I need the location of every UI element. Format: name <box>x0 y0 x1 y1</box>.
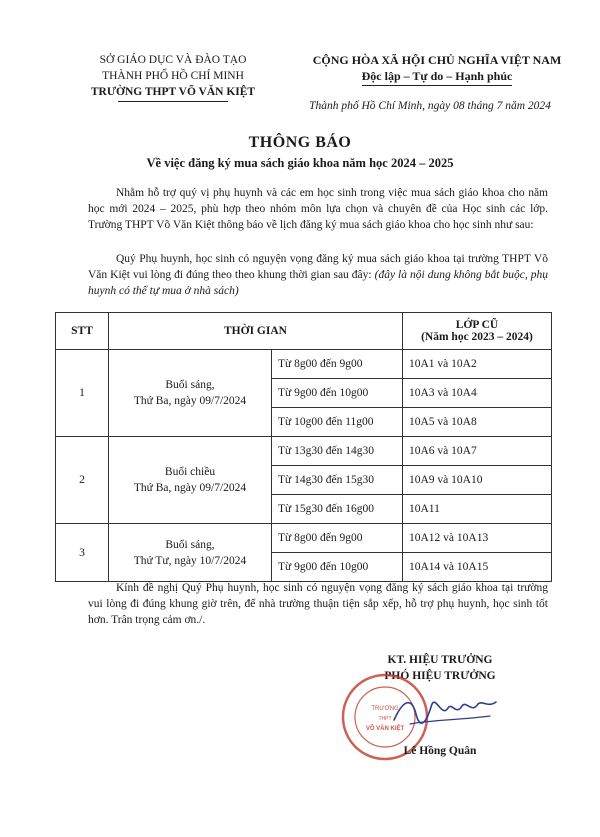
table-row <box>56 350 552 379</box>
session-cell <box>109 524 272 582</box>
dept-line-2: THÀNH PHỐ HỒ CHÍ MINH <box>102 70 244 82</box>
dept-line-1: SỞ GIÁO DỤC VÀ ĐÀO TẠO <box>99 54 247 66</box>
document-title: THÔNG BÁO <box>248 134 352 151</box>
table-row <box>56 524 552 553</box>
session-label: Buổi sáng, <box>165 538 215 551</box>
date-line: Thành phố Hồ Chí Minh, ngày 08 tháng 7 năm 2024 <box>309 100 551 112</box>
time-cell: Từ 15g30 đến 16g00 <box>272 495 403 524</box>
table-row <box>56 437 552 466</box>
class-cell: 10A14 và 10A15 <box>403 553 552 582</box>
header-time: THỜI GIAN <box>109 313 403 350</box>
time-cell: Từ 14g30 đến 15g30 <box>272 466 403 495</box>
svg-text:VÕ VĂN KIỆT: VÕ VĂN KIỆT <box>365 726 405 732</box>
stt-cell: 3 <box>56 524 109 582</box>
national-motto: Độc lập – Tự do – Hạnh phúc <box>361 69 513 83</box>
closing-text: Kính đề nghị Quý Phụ huynh, học sinh có nguyện vọng đăng ký sách giáo khoa tại trường vui lòng đi đúng khung giờ trên, để nhà trường thuận tiện sắp xếp, hỗ trợ phụ huynh, học sinh tốt hơn. Trân trọng cảm ơn./. <box>88 582 548 626</box>
class-cell: 10A5 và 10A8 <box>403 408 552 437</box>
school-underline <box>118 101 228 102</box>
signer-name: Lê Hồng Quân <box>403 745 477 757</box>
national-header <box>292 52 582 86</box>
session-label: Buổi chiều <box>164 466 216 478</box>
svg-text:TRƯỜNG: TRƯỜNG <box>371 706 399 712</box>
class-cell: 10A1 và 10A2 <box>403 350 552 379</box>
nation-name: CỘNG HÒA XÃ HỘI CHỦ NGHĨA VIỆT NAM <box>312 53 562 67</box>
time-cell: Từ 9g00 đến 10g00 <box>272 553 403 582</box>
time-cell: Từ 10g00 đến 11g00 <box>272 408 403 437</box>
header-class-line2: (Năm học 2023 – 2024) <box>421 331 533 343</box>
issuer-header <box>58 52 288 102</box>
session-day: Thứ Ba, ngày 09/7/2024 <box>133 482 247 494</box>
svg-text:THPT: THPT <box>378 716 392 722</box>
optional-note: (đây là nội dung không bắt buộc, phụ huynh có thể tự mua ở nhà sách) <box>88 269 548 297</box>
time-cell: Từ 8g00 đến 9g00 <box>272 350 403 379</box>
header-class <box>403 313 552 350</box>
schedule-table <box>55 312 552 582</box>
instruction-paragraph <box>88 251 548 299</box>
document-subtitle: Về việc đăng ký mua sách giáo khoa năm học 2024 – 2025 <box>146 156 454 170</box>
session-cell <box>109 350 272 437</box>
signer-role-1: KT. HIỆU TRƯỞNG <box>387 654 493 666</box>
class-cell: 10A11 <box>403 495 552 524</box>
stt-cell: 1 <box>56 350 109 437</box>
motto-underline <box>362 85 512 86</box>
closing-paragraph <box>88 580 548 628</box>
class-cell: 10A6 và 10A7 <box>403 437 552 466</box>
session-day: Thứ Ba, ngày 09/7/2024 <box>133 395 247 407</box>
stt-cell: 2 <box>56 437 109 524</box>
session-day: Thứ Tư, ngày 10/7/2024 <box>133 554 247 567</box>
table-header-row <box>56 313 552 350</box>
class-cell: 10A12 và 10A13 <box>403 524 552 553</box>
intro-text: Nhằm hỗ trợ quý vị phụ huynh và các em học sinh trong việc mua sách giáo khoa cho năm học mới 2024 – 2025, phù hợp theo nhóm môn lựa chọn và chuyên đề của Học sinh các lớp. Trường THPT Võ Văn Kiệt thông báo về lịch đăng ký mua sách giáo khoa cho học sinh như sau: <box>88 187 548 231</box>
class-cell: 10A3 và 10A4 <box>403 379 552 408</box>
intro-paragraph <box>88 185 548 233</box>
header-stt: STT <box>56 313 109 350</box>
session-label: Buổi sáng, <box>165 379 215 391</box>
class-cell: 10A9 và 10A10 <box>403 466 552 495</box>
session-cell <box>109 437 272 524</box>
time-cell: Từ 13g30 đến 14g30 <box>272 437 403 466</box>
instruction-text: Quý Phụ huynh, học sinh có nguyện vọng đăng ký mua sách giáo khoa tại trường THPT Võ Văn Kiệt vui lòng đi đúng theo theo khung thời gian sau đây: <box>88 253 548 281</box>
time-cell: Từ 9g00 đến 10g00 <box>272 379 403 408</box>
time-cell: Từ 8g00 đến 9g00 <box>272 524 403 553</box>
signer-role-2: PHÓ HIỆU TRƯỞNG <box>384 670 496 682</box>
header-class-line1: LỚP CŨ <box>455 319 499 331</box>
handwritten-signature <box>390 690 500 730</box>
school-name: TRƯỜNG THPT VÕ VĂN KIỆT <box>90 86 256 98</box>
